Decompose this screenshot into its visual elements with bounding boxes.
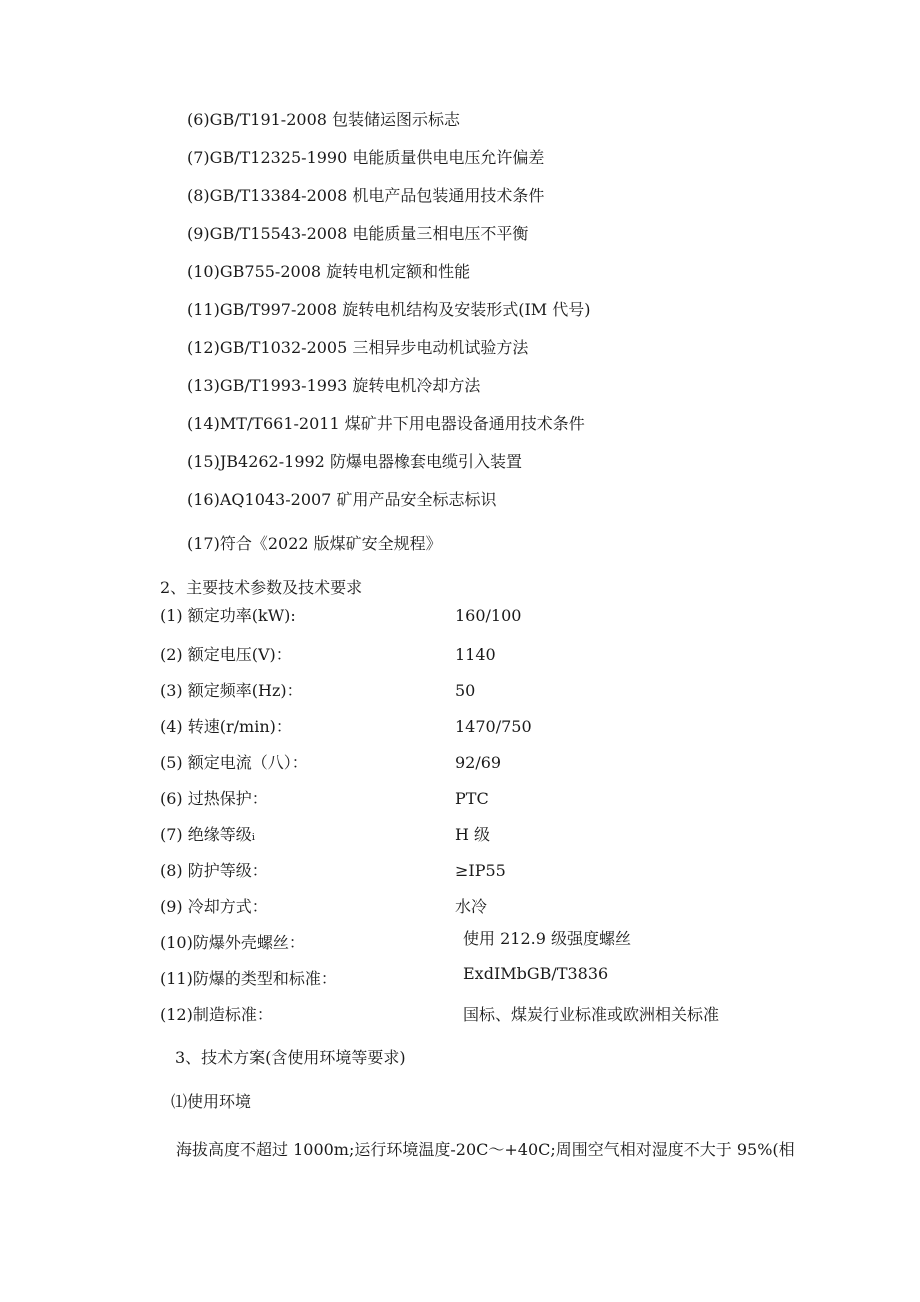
param-label: (8) 防护等级： <box>160 861 268 880</box>
param-value: 使用 212.9 级强度螺丝 <box>463 929 631 948</box>
param-value: 水冷 <box>455 897 488 916</box>
param-label: (1) 额定功率(kW): <box>160 606 296 625</box>
section-heading: 3、技术方案(含使用环境等要求) <box>175 1048 406 1067</box>
standard-item: (13)GB/T1993-1993 旋转电机冷却方法 <box>187 376 481 395</box>
section-heading: 2、主要技术参数及技术要求 <box>160 578 363 597</box>
standard-item: (7)GB/T12325-1990 电能质量供电电压允许偏差 <box>187 148 545 167</box>
param-value: 国标、煤炭行业标准或欧洲相关标准 <box>463 1005 720 1024</box>
param-label: (5) 额定电流（八）： <box>160 753 308 772</box>
standard-item: (17)符合《2022 版煤矿安全规程》 <box>187 534 442 553</box>
param-label: (10)防爆外壳螺丝： <box>160 933 305 952</box>
param-label: (11)防爆的类型和标准： <box>160 969 337 988</box>
param-label: (3) 额定频率(Hz)： <box>160 681 303 700</box>
param-label: (6) 过热保护： <box>160 789 268 808</box>
param-value: 160/100 <box>455 606 522 625</box>
param-label: (12)制造标准： <box>160 1005 273 1024</box>
param-value: 92/69 <box>455 753 502 772</box>
param-label: (7) 绝缘等级ᵢ <box>160 825 255 844</box>
standard-item: (8)GB/T13384-2008 机电产品包装通用技术条件 <box>187 186 545 205</box>
param-value: 1140 <box>455 645 496 664</box>
body-paragraph: 海拔高度不超过 1000m;运行环境温度-20C～+40C;周围空气相对湿度不大于 95%(相 <box>176 1140 795 1159</box>
param-value: ≥IP55 <box>455 861 506 880</box>
param-label: (4) 转速(r/min)： <box>160 717 292 736</box>
param-value: H 级 <box>455 825 491 844</box>
param-label: (2) 额定电压(V)： <box>160 645 292 664</box>
standard-item: (14)MT/T661-2011 煤矿井下用电器设备通用技术条件 <box>187 414 585 433</box>
standard-item: (6)GB/T191-2008 包装储运图示标志 <box>187 110 461 129</box>
param-value: ExdIMbGB/T3836 <box>463 964 609 983</box>
param-label: (9) 冷却方式： <box>160 897 268 916</box>
param-value: 50 <box>455 681 476 700</box>
standard-item: (12)GB/T1032-2005 三相异步电动机试验方法 <box>187 338 529 357</box>
subsection-heading: ⑴使用环境 <box>171 1092 252 1111</box>
param-value: 1470/750 <box>455 717 532 736</box>
standard-item: (9)GB/T15543-2008 电能质量三相电压不平衡 <box>187 224 529 243</box>
standard-item: (15)JB4262-1992 防爆电器橡套电缆引入装置 <box>187 452 522 471</box>
standard-item: (16)AQ1043-2007 矿用产品安全标志标识 <box>187 490 497 509</box>
param-value: PTC <box>455 789 489 808</box>
standard-item: (11)GB/T997-2008 旋转电机结构及安装形式(IM 代号) <box>187 300 591 319</box>
standard-item: (10)GB755-2008 旋转电机定额和性能 <box>187 262 471 281</box>
